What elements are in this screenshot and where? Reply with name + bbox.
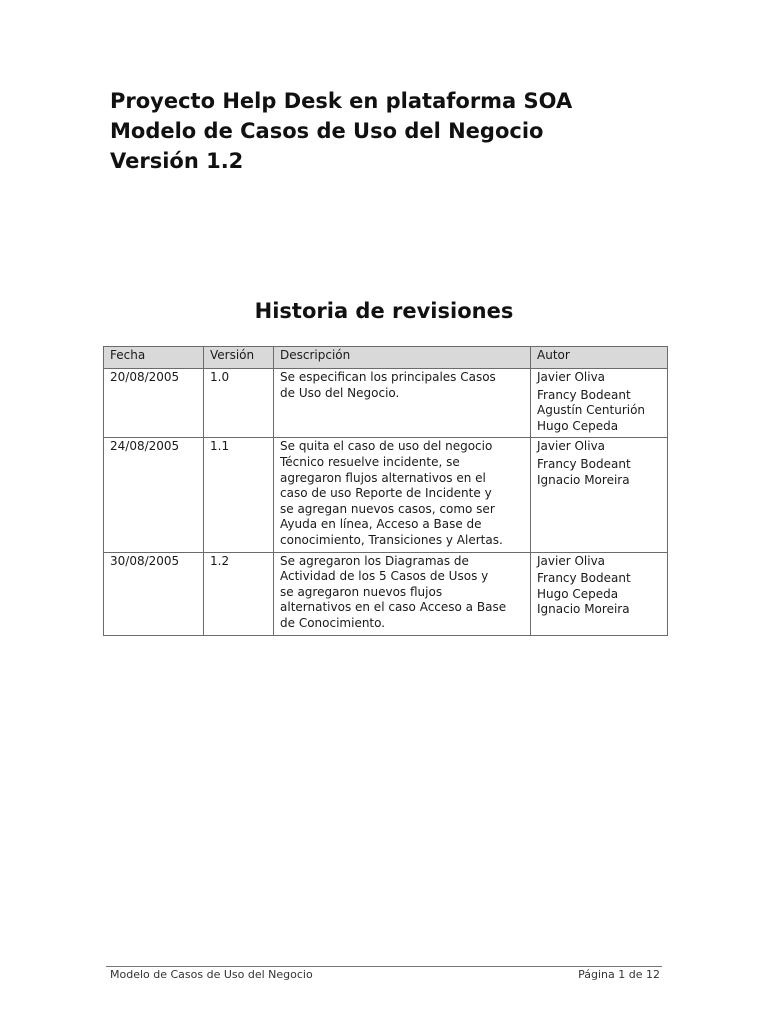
autor-name: Ignacio Moreira <box>537 602 630 617</box>
autor-name: Francy Bodeant <box>537 456 631 471</box>
autor-name: Javier Oliva <box>537 370 606 384</box>
descripcion-line: Actividad de los 5 Casos de Usos y <box>280 569 489 584</box>
descripcion-line: agregaron flujos alternativos en el <box>280 470 486 485</box>
autor-name: Hugo Cepeda <box>537 586 619 601</box>
descripcion-line: Se quita el caso de uso del negocio <box>280 439 493 454</box>
autor-name: Javier Oliva <box>537 553 606 568</box>
autor-cell <box>531 552 668 635</box>
descripcion-cell <box>274 369 531 438</box>
document-title <box>110 86 572 176</box>
descripcion-line: Ayuda en línea, Acceso a Base de <box>280 517 482 532</box>
footer-page-number: Página 1 de 12 <box>578 968 660 981</box>
descripcion-line: se agregaron nuevos flujos <box>280 584 443 599</box>
revisions-table <box>103 346 668 636</box>
autor-name: Hugo Cepeda <box>537 418 619 433</box>
descripcion-line: se agregan nuevos casos, como ser <box>280 501 495 516</box>
autor-name: Francy Bodeant <box>537 571 631 586</box>
footer-document-name: Modelo de Casos de Uso del Negocio <box>110 968 313 981</box>
column-header-descripcion: Descripción <box>274 347 531 369</box>
fecha-cell: 24/08/2005 <box>104 438 204 552</box>
autor-cell <box>531 369 668 438</box>
descripcion-line: conocimiento, Transiciones y Alertas. <box>280 532 503 547</box>
descripcion-cell <box>274 438 531 552</box>
document-title-line-1: Proyecto Help Desk en plataforma SOA <box>110 89 573 113</box>
footer-divider <box>106 966 662 967</box>
column-header-autor: Autor <box>531 347 668 369</box>
table-row <box>104 552 668 635</box>
descripcion-line: Técnico resuelve incidente, se <box>280 454 460 469</box>
descripcion-line: de Uso del Negocio. <box>280 385 400 400</box>
revisions-heading: Historia de revisiones <box>254 299 514 323</box>
document-title-line-3: Versión 1.2 <box>110 149 244 173</box>
descripcion-line: caso de uso Reporte de Incidente y <box>280 486 492 501</box>
version-cell: 1.2 <box>204 552 274 635</box>
descripcion-line: Se agregaron los Diagramas de <box>280 553 469 568</box>
column-header-version: Versión <box>204 347 274 369</box>
autor-name: Agustín Centurión <box>537 403 646 418</box>
table-header-row <box>104 347 668 369</box>
fecha-cell: 30/08/2005 <box>104 552 204 635</box>
table-row <box>104 438 668 552</box>
table-row <box>104 369 668 438</box>
autor-name: Ignacio Moreira <box>537 472 630 487</box>
descripcion-line: Se especifican los principales Casos <box>280 370 496 384</box>
version-cell: 1.1 <box>204 438 274 552</box>
descripcion-cell <box>274 552 531 635</box>
autor-cell <box>531 438 668 552</box>
autor-name: Francy Bodeant <box>537 387 631 402</box>
fecha-cell: 20/08/2005 <box>104 369 204 438</box>
descripcion-line: de Conocimiento. <box>280 615 386 630</box>
version-cell: 1.0 <box>204 369 274 438</box>
document-title-line-2: Modelo de Casos de Uso del Negocio <box>110 119 544 143</box>
autor-name: Javier Oliva <box>537 439 606 454</box>
descripcion-line: alternativos en el caso Acceso a Base <box>280 600 507 615</box>
column-header-fecha: Fecha <box>104 347 204 369</box>
